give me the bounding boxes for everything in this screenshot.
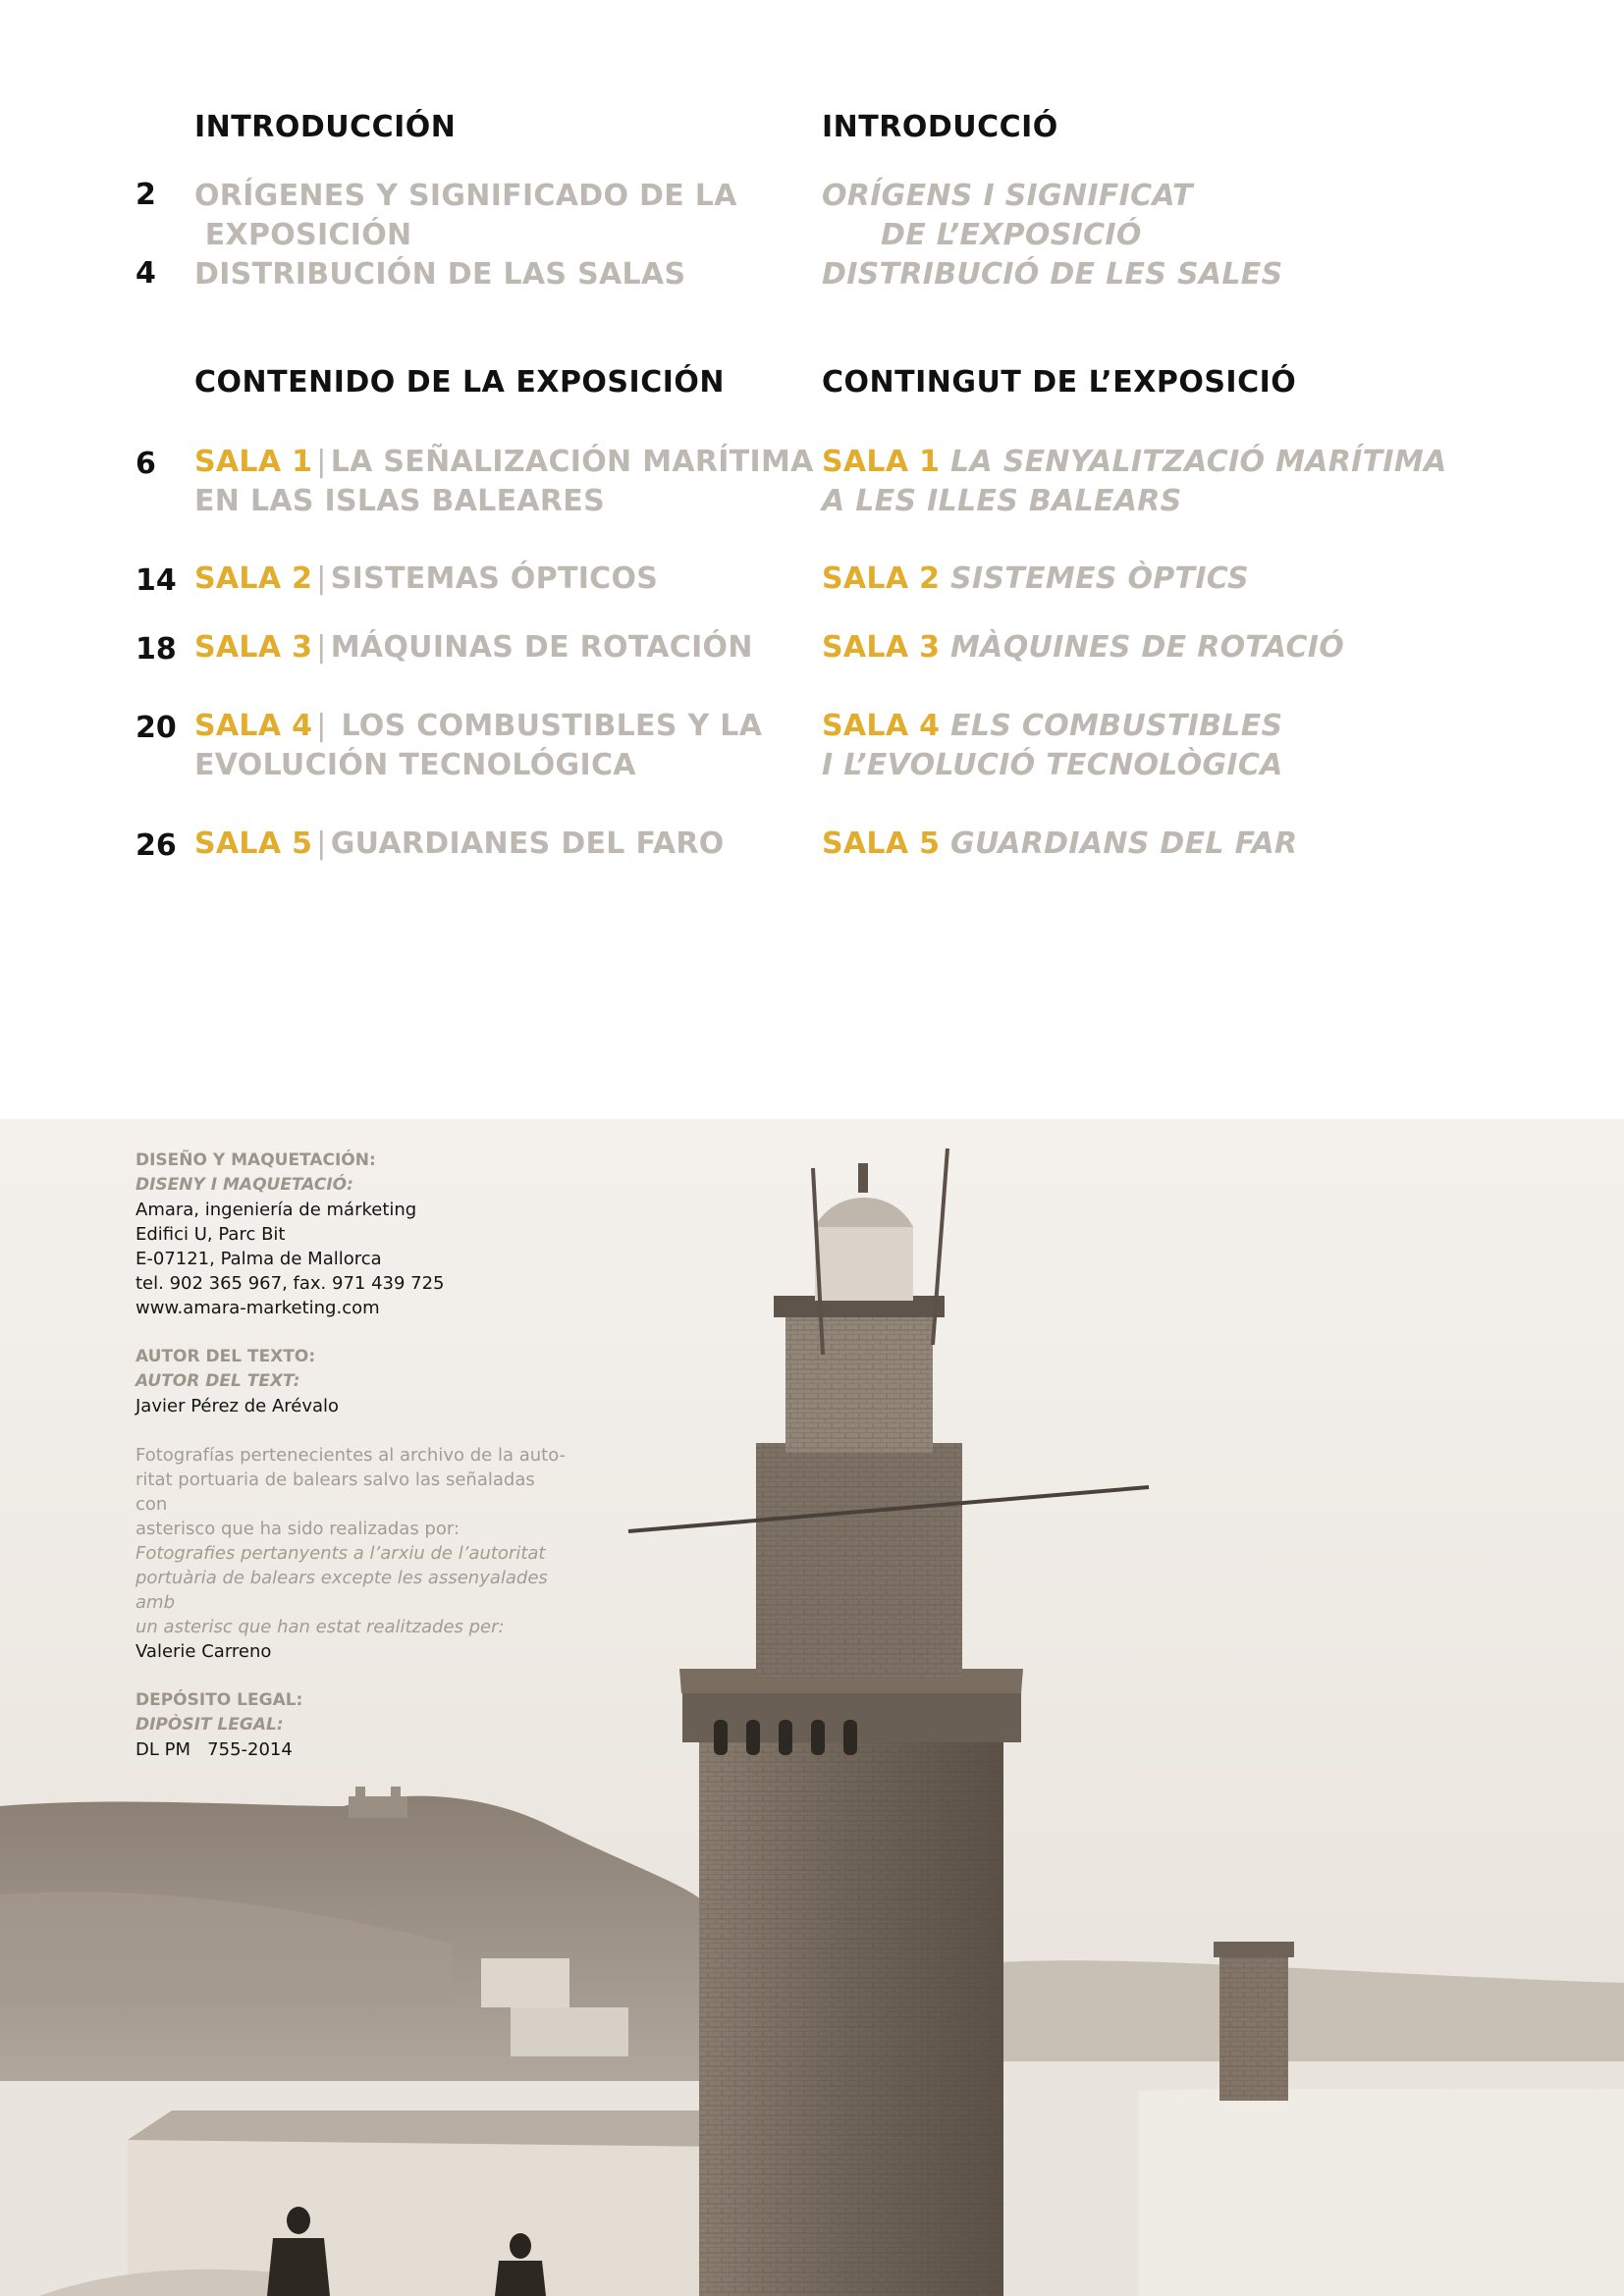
intro-heading-es: INTRODUCCIÓN	[194, 110, 457, 144]
toc-entry-sala-2-ca[interactable]: SALA 2 SISTEMES ÒPTICS	[822, 561, 1249, 596]
page-number: 26	[135, 828, 177, 863]
toc-entry-sala-5[interactable]: SALA 5 | GUARDIANES DEL FARO	[194, 827, 725, 861]
toc-entry-sala-3[interactable]: SALA 3 | MÁQUINAS DE ROTACIÓN	[194, 630, 753, 665]
toc-entry-origenes[interactable]: ORÍGENES Y SIGNIFICADO DE LA EXPOSICIÓN	[194, 179, 737, 252]
page-number: 20	[135, 711, 177, 745]
credits-block	[135, 1148, 568, 1762]
design-line: Edifici U, Parc Bit	[135, 1224, 286, 1245]
toc-entry-sala-4[interactable]: SALA 4 | LOS COMBUSTIBLES Y LA EVOLUCIÓN TECNOLÓGICA	[194, 709, 763, 782]
photo-note-ca: Fotografies pertanyents a l’arxiu de l’autoritat	[135, 1543, 546, 1564]
toc-entry-sala-2[interactable]: SALA 2 | SISTEMAS ÓPTICOS	[194, 561, 659, 596]
legal-label-es: DEPÓSITO LEGAL:	[135, 1690, 303, 1710]
author-label-ca: AUTOR DEL TEXT:	[135, 1371, 300, 1391]
page-number: 18	[135, 632, 177, 667]
toc-entry-sala-4-ca[interactable]: SALA 4 ELS COMBUSTIBLES I L’EVOLUCIÓ TECNOLÒGICA	[822, 709, 1283, 782]
page-number: 14	[135, 563, 177, 598]
content-heading-ca: CONTINGUT DE L’EXPOSICIÓ	[822, 365, 1297, 400]
intro-heading-ca: INTRODUCCIÓ	[822, 110, 1058, 144]
toc-entry-sala-3-ca[interactable]: SALA 3 MÀQUINES DE ROTACIÓ	[822, 630, 1345, 665]
toc-entry-origens[interactable]: ORÍGENS I SIGNIFICAT DE L’EXPOSICIÓ	[822, 179, 1193, 252]
design-line: E-07121, Palma de Mallorca	[135, 1249, 382, 1269]
photo-note-es: ritat portuaria de balears salvo las señaladas con	[135, 1469, 535, 1515]
toc-entry-sala-1-ca[interactable]: SALA 1 LA SENYALITZACIÓ MARÍTIMA A LES ILLES BALEARS	[822, 445, 1447, 518]
website-link[interactable]: www.amara-marketing.com	[135, 1298, 380, 1318]
photo-note-ca: portuària de balears excepte les assenyalades amb	[135, 1568, 548, 1613]
photographer-name: Valerie Carreno	[135, 1641, 272, 1662]
page-number: 6	[135, 447, 156, 481]
content-heading-es: CONTENIDO DE LA EXPOSICIÓN	[194, 365, 725, 400]
toc-entry-distribucio[interactable]: DISTRIBUCIÓ DE LES SALES	[822, 257, 1283, 292]
design-line: tel. 902 365 967, fax. 971 439 725	[135, 1273, 445, 1294]
page-number: 2	[135, 178, 156, 212]
design-line: Amara, ingeniería de márketing	[135, 1200, 417, 1220]
toc-entry-sala-5-ca[interactable]: SALA 5 GUARDIANS DEL FAR	[822, 827, 1298, 861]
legal-deposit-value: DL PM 755-2014	[135, 1739, 293, 1760]
design-label-ca: DISENY I MAQUETACIÓ:	[135, 1175, 353, 1195]
toc-entry-sala-1[interactable]: SALA 1 | LA SEÑALIZACIÓN MARÍTIMA EN LAS ISLAS BALEARES	[194, 445, 814, 518]
photo-note-es: Fotografías pertenecientes al archivo de la auto-	[135, 1445, 567, 1466]
photo-note-ca: un asterisc que han estat realitzades per:	[135, 1617, 505, 1637]
legal-label-ca: DIPÒSIT LEGAL:	[135, 1715, 284, 1735]
author-name: Javier Pérez de Arévalo	[135, 1396, 340, 1416]
design-label-es: DISEÑO Y MAQUETACIÓN:	[135, 1150, 376, 1170]
toc-entry-distribucion[interactable]: DISTRIBUCIÓN DE LAS SALAS	[194, 257, 686, 292]
author-label-es: AUTOR DEL TEXTO:	[135, 1347, 316, 1366]
photo-note-es: asterisco que ha sido realizadas por:	[135, 1519, 460, 1539]
page-number: 4	[135, 256, 156, 291]
